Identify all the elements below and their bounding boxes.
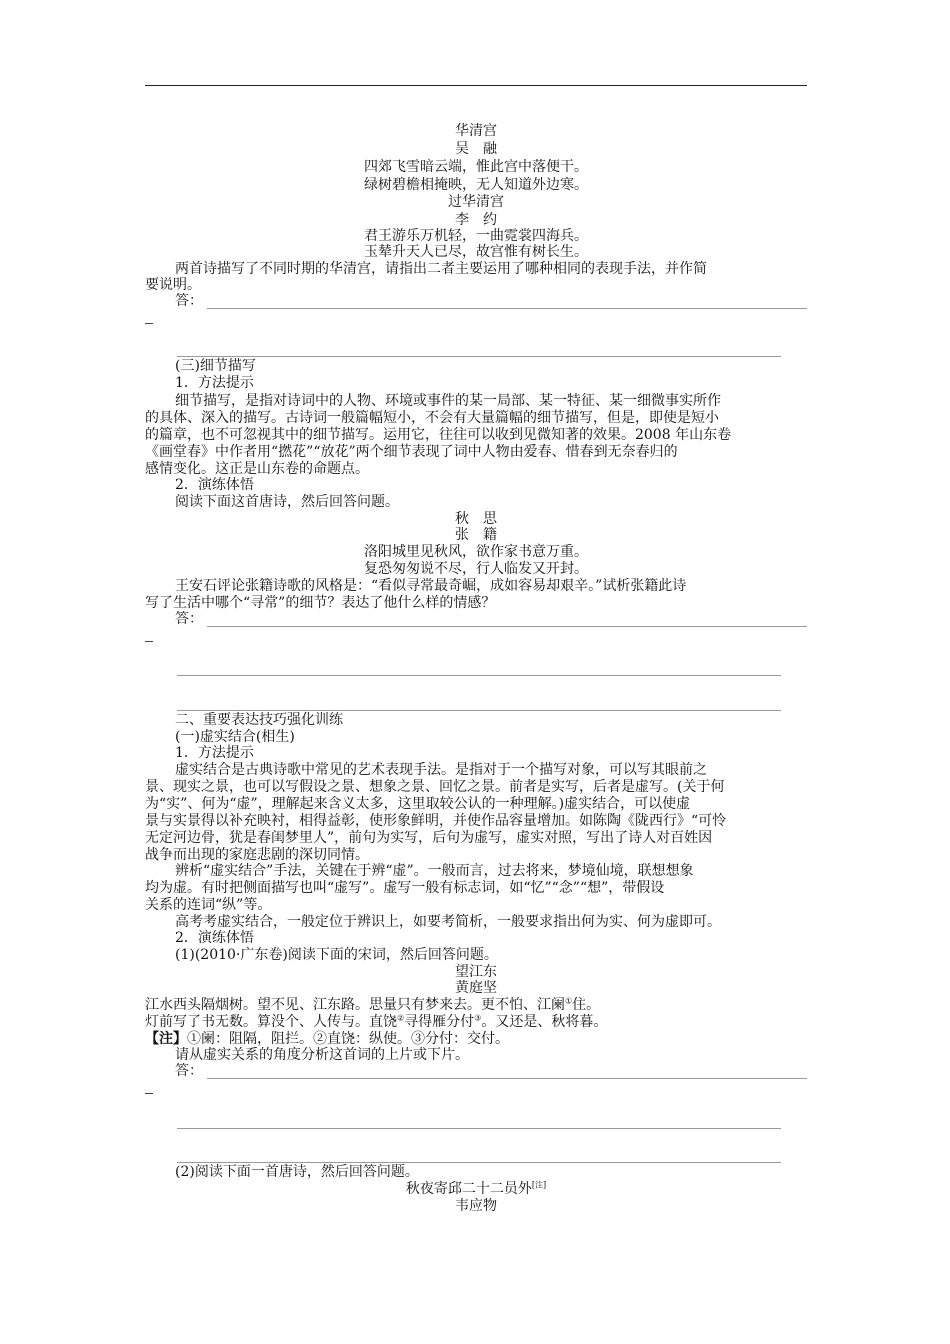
paragraph-line: 景与实景得以补充映衬，相得益彰，使形象鲜明，并使作品容量增加。如陈陶《陇西行》“可怜 [145, 813, 727, 829]
note-label: 【注】 [145, 1031, 187, 1047]
answer-label: 答： [175, 611, 203, 627]
paragraph-line: 虚实结合是古典诗歌中常见的艺术表现手法。是指对于一个描写对象，可以写其眼前之 [175, 762, 707, 778]
answer-dash [145, 1093, 153, 1094]
footnote-marker: ① [565, 996, 573, 1006]
poem-line: 复恐匆匆说不尽，行人临发又开封。 [364, 561, 588, 577]
footnote-marker: [注] [531, 1180, 547, 1190]
ci-line-text: 住。 [572, 997, 601, 1013]
ci-author: 黄庭坚 [455, 980, 497, 996]
poem-title [145, 1180, 807, 1198]
instruction-text: (1)(2010·广东卷)阅读下面的宋词，然后回答问题。 [175, 947, 498, 963]
poem-line: 君王游乐万机轻，一曲霓裳四海兵。 [364, 228, 588, 244]
answer-dash [145, 641, 153, 642]
answer-line[interactable] [207, 1078, 807, 1079]
answer-line[interactable] [177, 1128, 781, 1129]
paragraph-line: 辨析“虚实结合”手法，关键在于辨“虚”。一般而言，过去将来，梦境仙境，联想想象 [175, 863, 694, 879]
paragraph-line: 感情变化。这正是山东卷的命题点。 [145, 461, 369, 477]
poem-title: 过华清宫 [448, 194, 504, 210]
question-text: 王安石评论张籍诗歌的风格是：“看似寻常最奇崛，成如容易却艰辛。”试析张籍此诗 [175, 578, 687, 594]
paragraph-line: 关系的连词“纵”等。 [145, 897, 272, 913]
ci-line-text: 江水西头隔烟树。望不见、江东路。思量只有梦来去。更不怕、江阑 [145, 997, 565, 1013]
poem-line: 洛阳城里见秋风，欲作家书意万重。 [364, 544, 588, 560]
paragraph-line: 无定河边骨，犹是春闺梦里人”，前句为实写，后句为虚写，虚实对照，写出了诗人对百姓因 [145, 830, 713, 846]
ci-line-text: 。又还是、秋将暮。 [481, 1014, 608, 1030]
section-heading: 二、重要表达技巧强化训练 [175, 712, 343, 728]
ci-title: 望江东 [455, 964, 497, 980]
paragraph-line: 为“实”、何为“虚”，理解起来含义太多，这里取较公认的一种理解。)虚实结合，可以使虚 [145, 796, 691, 812]
paragraph-line: 的具体、深入的描写。古诗词一般篇幅短小，不会有大量篇幅的细节描写，但是，即使是短小 [145, 410, 719, 426]
poem-author: 李 约 [455, 212, 497, 228]
paragraph-line: 《画堂春》中作者用“撚花”“放花”两个细节表现了词中人物由爱春、惜春到无奈春归的 [145, 444, 678, 460]
section-heading: (一)虚实结合(相生) [175, 729, 295, 745]
question-text: 写了生活中哪个“寻常”的细节？表达了他什么样的情感？ [145, 595, 496, 611]
subsection-heading: 2．演练体悟 [175, 477, 254, 493]
ci-line-text: 灯前写了书无数。算没个、人传与。直饶 [145, 1014, 397, 1030]
section-heading: (三)细节描写 [175, 358, 256, 374]
answer-dash [145, 323, 153, 324]
poem-line: 绿树碧檐相掩映，无人知道外边寒。 [364, 177, 588, 193]
note-text: ①阑：阻隔，阻拦。②直饶：纵使。③分付：交付。 [187, 1031, 509, 1047]
ci-line-text: 寻得雁分付 [404, 1014, 475, 1030]
answer-line[interactable] [207, 626, 807, 627]
poem-author: 吴 融 [455, 141, 497, 157]
answer-line[interactable] [207, 308, 807, 309]
subsection-heading: 1．方法提示 [175, 375, 254, 391]
paragraph-line: 战争而出现的家庭悲剧的深切同情。 [145, 847, 369, 863]
paragraph-line: 景、现实之景，也可以写假设之景、想象之景、回忆之景。前者是实写，后者是虚写。(关于何 [145, 779, 725, 795]
footnote-marker: ② [397, 1013, 405, 1023]
poem-line: 四郊飞雪暗云端，惟此宫中落便干。 [364, 159, 588, 175]
poem-title: 华清宫 [455, 123, 497, 139]
question-text: 要说明。 [145, 277, 201, 293]
paragraph-line: 细节描写，是指对诗词中的人物、环境或事件的某一局部、某一特征、某一细微事实所作 [175, 393, 721, 409]
subsection-heading: 1．方法提示 [175, 745, 254, 761]
answer-label: 答： [175, 293, 203, 309]
poem-title-text: 秋夜寄邱二十二员外 [405, 1181, 532, 1197]
poem-author: 张 籍 [455, 527, 497, 543]
poem-author: 韦应物 [455, 1198, 497, 1214]
question-text: 两首诗描写了不同时期的华清宫，请指出二者主要运用了哪种相同的表现手法，并作简 [175, 261, 707, 277]
poem-title: 秋 思 [455, 511, 497, 527]
subsection-heading: 2．演练体悟 [175, 930, 254, 946]
footnote-marker: ③ [474, 1013, 482, 1023]
instruction-text: (2)阅读下面一首唐诗，然后回答问题。 [175, 1164, 419, 1180]
answer-line[interactable] [177, 675, 781, 676]
header-rule [145, 85, 807, 86]
instruction-text: 阅读下面这首唐诗，然后回答问题。 [175, 494, 399, 510]
paragraph-line: 均为虚。有时把侧面描写也叫“虚写”。虚写一般有标志词，如“忆”“念”“想”，带假设 [145, 880, 665, 896]
question-text: 请从虚实关系的角度分析这首词的上片或下片。 [175, 1047, 469, 1063]
poem-line: 玉辇升天人已尽，故宫惟有树长生。 [364, 244, 588, 260]
ci-line [145, 996, 807, 1014]
answer-label: 答： [175, 1063, 203, 1079]
paragraph-line: 的篇章，也不可忽视其中的细节描写。运用它，往往可以收到见微知著的效果。2008 年山东卷 [145, 427, 732, 443]
paragraph-line: 高考考虚实结合，一般定位于辨识上，如要考简析，一般要求指出何为实、何为虚即可。 [175, 914, 721, 930]
ci-line [145, 1013, 807, 1031]
